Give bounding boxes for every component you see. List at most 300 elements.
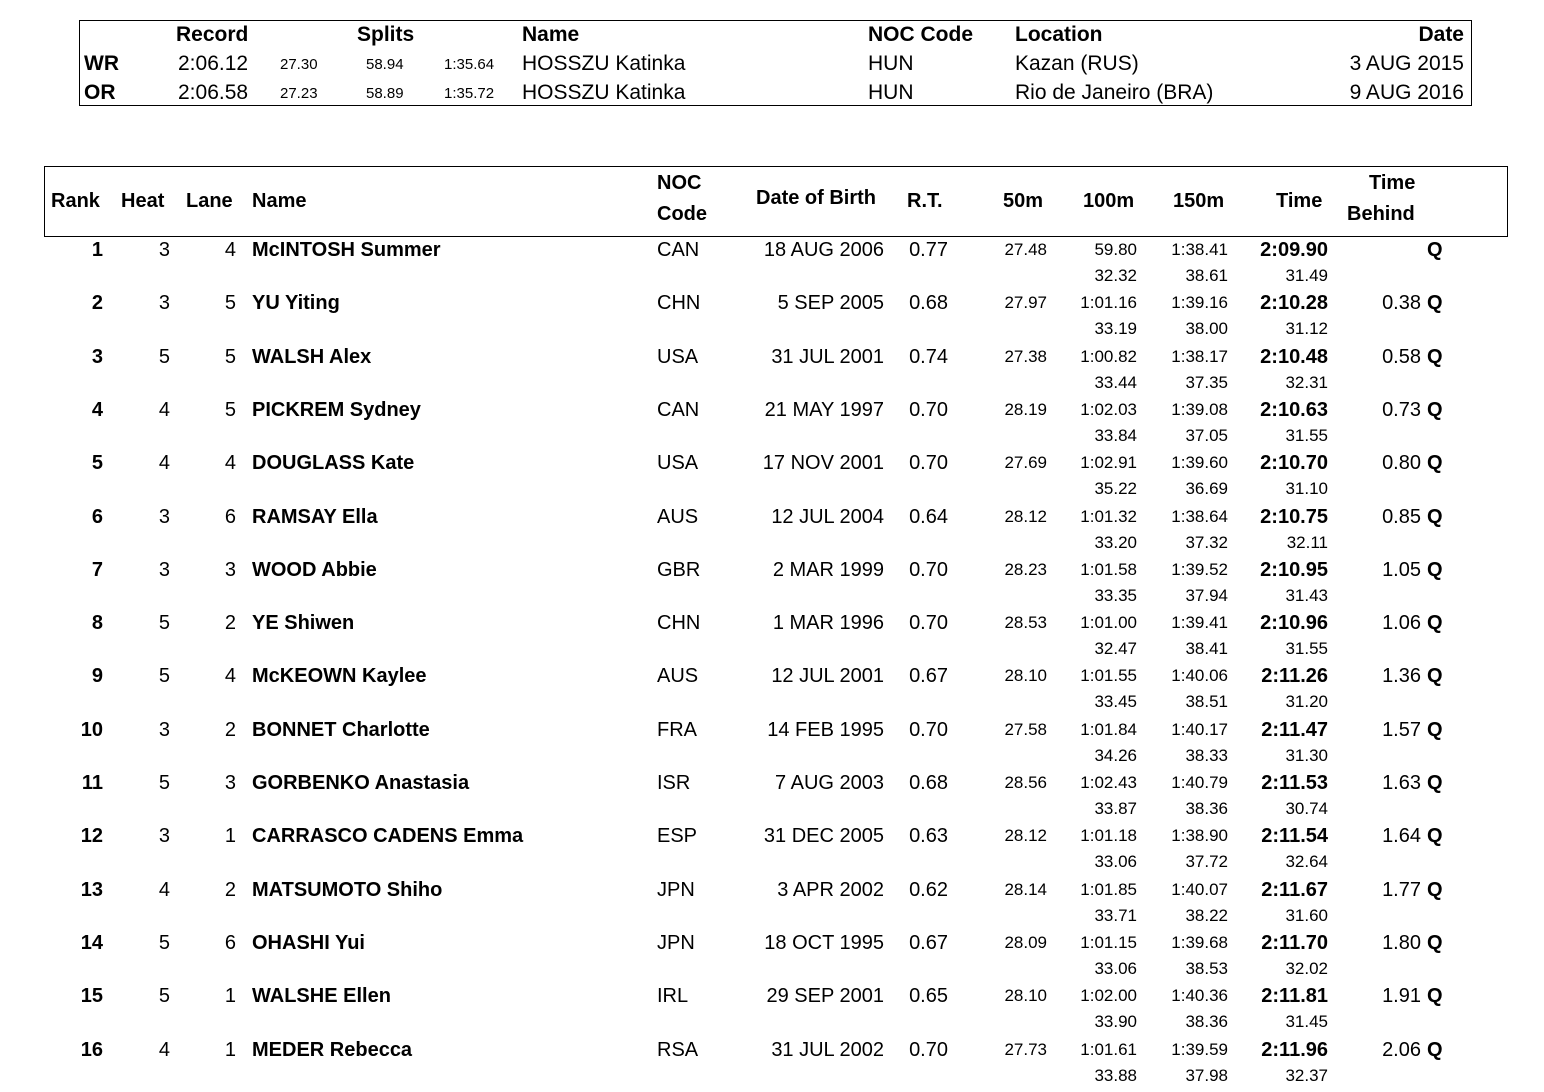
noc-code: CAN — [657, 239, 700, 261]
date-of-birth: 12 JUL 2001 — [771, 665, 884, 688]
final-time: 2:10.48 — [1260, 345, 1328, 368]
date-of-birth: 21 MAY 1997 — [764, 398, 884, 421]
rank: 14 — [80, 931, 103, 954]
reaction-time: 0.70 — [909, 1038, 948, 1061]
qualified-badge: Q — [1427, 452, 1443, 475]
header-lane: Lane — [186, 190, 233, 212]
lap-100m: 33.87 — [1094, 799, 1137, 818]
split-50m: 27.38 — [1004, 346, 1047, 366]
record-name: HOSSZU Katinka — [522, 52, 686, 75]
reaction-time: 0.70 — [909, 398, 948, 421]
record-time: 2:06.58 — [178, 81, 249, 104]
split-50m: 28.10 — [1004, 986, 1047, 1006]
header-behind: Behind — [1347, 203, 1415, 225]
result-row — [0, 772, 1544, 825]
result-row — [0, 346, 1544, 399]
noc-code: USA — [657, 345, 699, 368]
header-noc: NOC — [657, 172, 702, 194]
heat: 5 — [158, 665, 170, 688]
lap-100m: 33.19 — [1094, 319, 1137, 339]
header-code: Code — [657, 203, 707, 225]
final-time: 2:11.26 — [1261, 665, 1328, 688]
lap-200m: 31.43 — [1285, 585, 1328, 605]
record-name: HOSSZU Katinka — [522, 81, 686, 104]
split-150m: 1:40.79 — [1171, 773, 1228, 792]
lane: 2 — [224, 612, 236, 635]
record-split: 27.23 — [280, 85, 318, 102]
lap-200m: 30.74 — [1285, 799, 1328, 818]
record-time: 2:06.12 — [178, 52, 249, 75]
split-150m: 1:40.06 — [1171, 666, 1228, 686]
result-row — [0, 1039, 1544, 1092]
split-50m: 28.09 — [1004, 932, 1047, 952]
lane: 1 — [224, 825, 236, 848]
time-behind: 0.58 — [1382, 345, 1421, 368]
header-100m: 100m — [1083, 190, 1135, 212]
split-100m: 1:01.84 — [1080, 719, 1137, 739]
athlete-name: WOOD Abbie — [252, 558, 377, 581]
noc-code: FRA — [657, 718, 697, 741]
split-100m: 1:01.61 — [1080, 1039, 1137, 1059]
result-row — [0, 292, 1544, 345]
split-150m: 1:40.07 — [1171, 879, 1228, 899]
result-row — [0, 665, 1544, 718]
final-time: 2:11.54 — [1261, 825, 1328, 848]
time-behind: 1.36 — [1382, 665, 1421, 688]
split-50m: 28.53 — [1004, 613, 1047, 633]
athlete-name: MEDER Rebecca — [252, 1038, 413, 1061]
records-header-name: Name — [522, 23, 580, 46]
split-50m: 28.14 — [1004, 879, 1047, 899]
lap-200m: 31.55 — [1285, 639, 1328, 659]
final-time: 2:09.90 — [1260, 239, 1328, 261]
split-50m: 27.48 — [1004, 240, 1047, 259]
date-of-birth: 17 NOV 2001 — [762, 452, 884, 475]
reaction-time: 0.65 — [909, 985, 948, 1008]
split-150m: 1:38.90 — [1171, 826, 1228, 846]
split-50m: 28.12 — [1004, 826, 1047, 846]
date-of-birth: 31 DEC 2005 — [763, 825, 884, 848]
lane: 5 — [224, 398, 236, 421]
split-50m: 28.19 — [1004, 399, 1047, 419]
noc-code: CHN — [657, 612, 701, 635]
result-row — [0, 825, 1544, 878]
heat: 5 — [158, 931, 170, 954]
split-100m: 1:01.00 — [1080, 613, 1137, 633]
heat: 5 — [158, 612, 170, 635]
final-time: 2:11.81 — [1261, 985, 1328, 1008]
rank: 4 — [91, 398, 103, 421]
heat: 5 — [158, 772, 170, 794]
final-time: 2:10.96 — [1260, 612, 1328, 635]
noc-code: JPN — [657, 931, 695, 954]
qualified-badge: Q — [1427, 718, 1443, 741]
date-of-birth: 12 JUL 2004 — [771, 505, 884, 528]
result-row — [0, 719, 1544, 772]
noc-code: AUS — [657, 665, 699, 688]
result-row — [0, 399, 1544, 452]
noc-code: GBR — [657, 558, 701, 581]
date-of-birth: 18 OCT 1995 — [764, 931, 884, 954]
heat: 4 — [158, 878, 170, 901]
header-50m: 50m — [1003, 190, 1044, 212]
lap-200m: 31.45 — [1285, 1012, 1328, 1032]
lane: 4 — [224, 665, 236, 688]
reaction-time: 0.74 — [909, 345, 948, 368]
records-header-record: Record — [176, 23, 249, 46]
lap-200m: 31.55 — [1285, 425, 1328, 445]
lap-150m: 37.94 — [1185, 585, 1228, 605]
qualified-badge: Q — [1427, 239, 1443, 261]
record-code: OR — [84, 81, 116, 104]
lap-150m: 37.72 — [1185, 852, 1228, 872]
lap-100m: 33.20 — [1094, 532, 1137, 552]
lap-200m: 32.02 — [1285, 958, 1328, 978]
lap-100m: 33.90 — [1094, 1012, 1137, 1032]
final-time: 2:11.47 — [1261, 718, 1328, 741]
heat: 3 — [158, 558, 170, 581]
athlete-name: YE Shiwen — [252, 612, 355, 635]
athlete-name: WALSHE Ellen — [252, 985, 391, 1008]
qualified-badge: Q — [1427, 345, 1443, 368]
lap-200m: 31.12 — [1285, 319, 1328, 339]
record-split: 58.94 — [366, 56, 404, 73]
heat: 5 — [158, 345, 170, 368]
result-row — [0, 239, 1544, 292]
lap-200m: 32.64 — [1285, 852, 1328, 872]
final-time: 2:10.63 — [1260, 398, 1328, 421]
heat: 4 — [158, 452, 170, 475]
record-noc: HUN — [868, 52, 914, 75]
lap-100m: 33.84 — [1094, 425, 1137, 445]
time-behind: 1.77 — [1382, 878, 1421, 901]
split-100m: 1:02.43 — [1080, 773, 1137, 792]
split-100m: 59.80 — [1094, 240, 1137, 259]
reaction-time: 0.70 — [909, 718, 948, 741]
heat: 5 — [158, 985, 170, 1008]
lap-100m: 33.06 — [1094, 852, 1137, 872]
split-100m: 1:01.15 — [1080, 932, 1137, 952]
time-behind: 1.91 — [1382, 985, 1421, 1008]
final-time: 2:10.95 — [1260, 558, 1328, 581]
time-behind: 0.38 — [1382, 292, 1421, 315]
reaction-time: 0.63 — [909, 825, 948, 848]
final-time: 2:10.75 — [1260, 505, 1328, 528]
split-100m: 1:02.91 — [1080, 453, 1137, 473]
heat: 4 — [158, 398, 170, 421]
split-100m: 1:02.00 — [1080, 986, 1137, 1006]
athlete-name: BONNET Charlotte — [252, 718, 430, 741]
split-150m: 1:39.59 — [1171, 1039, 1228, 1059]
time-behind: 1.05 — [1382, 558, 1421, 581]
time-behind: 1.80 — [1382, 931, 1421, 954]
qualified-badge: Q — [1427, 931, 1443, 954]
lap-150m: 37.05 — [1185, 425, 1228, 445]
records-table — [79, 20, 1472, 106]
heat: 4 — [158, 1038, 170, 1061]
athlete-name: McINTOSH Summer — [252, 239, 441, 261]
date-of-birth: 31 JUL 2002 — [771, 1038, 884, 1061]
noc-code: AUS — [657, 505, 699, 528]
lane: 3 — [224, 558, 236, 581]
lap-100m: 33.45 — [1094, 692, 1137, 712]
qualified-badge: Q — [1427, 1038, 1443, 1061]
split-150m: 1:40.36 — [1171, 986, 1228, 1006]
record-row — [80, 81, 1471, 110]
final-time: 2:10.70 — [1260, 452, 1328, 475]
rank: 2 — [91, 292, 103, 315]
athlete-name: OHASHI Yui — [252, 931, 365, 954]
noc-code: IRL — [657, 985, 689, 1008]
result-row — [0, 452, 1544, 505]
reaction-time: 0.70 — [909, 558, 948, 581]
rank: 11 — [81, 772, 103, 794]
athlete-name: WALSH Alex — [252, 345, 372, 368]
lane: 6 — [224, 505, 236, 528]
final-time: 2:11.53 — [1261, 772, 1328, 794]
result-row — [0, 879, 1544, 932]
rank: 9 — [91, 665, 103, 688]
records-header-date: Date — [1418, 23, 1464, 46]
qualified-badge: Q — [1427, 292, 1443, 315]
lap-150m: 37.35 — [1185, 372, 1228, 392]
athlete-name: CARRASCO CADENS Emma — [252, 825, 524, 848]
reaction-time: 0.77 — [909, 239, 948, 261]
noc-code: ISR — [657, 772, 691, 794]
lap-200m: 31.30 — [1285, 745, 1328, 765]
reaction-time: 0.68 — [909, 292, 948, 315]
lap-150m: 38.61 — [1185, 266, 1228, 285]
date-of-birth: 7 AUG 2003 — [775, 772, 884, 794]
rank: 8 — [91, 612, 103, 635]
qualified-badge: Q — [1427, 665, 1443, 688]
split-150m: 1:39.08 — [1171, 399, 1228, 419]
qualified-badge: Q — [1427, 398, 1443, 421]
lap-100m: 32.32 — [1094, 266, 1137, 285]
reaction-time: 0.62 — [909, 878, 948, 901]
lap-100m: 32.47 — [1094, 639, 1137, 659]
reaction-time: 0.64 — [909, 505, 948, 528]
noc-code: USA — [657, 452, 699, 475]
rank: 1 — [91, 239, 103, 261]
noc-code: CHN — [657, 292, 701, 315]
split-100m: 1:01.85 — [1080, 879, 1137, 899]
header-rank: Rank — [51, 190, 100, 212]
rank: 15 — [80, 985, 103, 1008]
lap-150m: 38.36 — [1185, 799, 1228, 818]
date-of-birth: 5 SEP 2005 — [777, 292, 884, 315]
records-header — [80, 23, 1471, 52]
lap-100m: 34.26 — [1094, 745, 1137, 765]
records-header-noc: NOC Code — [868, 23, 973, 46]
lap-150m: 37.32 — [1185, 532, 1228, 552]
qualified-badge: Q — [1427, 772, 1443, 794]
header-date-of-birth: Date of Birth — [756, 187, 876, 209]
lane: 2 — [224, 878, 236, 901]
heat: 3 — [158, 292, 170, 315]
split-50m: 28.23 — [1004, 559, 1047, 579]
split-100m: 1:01.55 — [1080, 666, 1137, 686]
lap-150m: 38.53 — [1185, 958, 1228, 978]
lap-150m: 36.69 — [1185, 479, 1228, 499]
result-row — [0, 559, 1544, 612]
split-100m: 1:01.58 — [1080, 559, 1137, 579]
records-header-splits: Splits — [357, 23, 415, 46]
rank: 13 — [80, 878, 103, 901]
heat: 3 — [158, 825, 170, 848]
lane: 4 — [224, 239, 236, 261]
time-behind: 0.73 — [1382, 398, 1421, 421]
split-100m: 1:02.03 — [1080, 399, 1137, 419]
split-150m: 1:39.16 — [1171, 293, 1228, 313]
athlete-name: RAMSAY Ella — [252, 505, 378, 528]
record-split: 1:35.72 — [444, 85, 495, 102]
qualified-badge: Q — [1427, 985, 1443, 1008]
date-of-birth: 29 SEP 2001 — [766, 985, 884, 1008]
heat: 3 — [158, 505, 170, 528]
split-150m: 1:40.17 — [1171, 719, 1228, 739]
results-header — [44, 166, 1508, 237]
split-150m: 1:39.60 — [1171, 453, 1228, 473]
record-split: 58.89 — [366, 85, 404, 102]
rank: 7 — [91, 558, 103, 581]
qualified-badge: Q — [1427, 878, 1443, 901]
lap-150m: 38.33 — [1185, 745, 1228, 765]
lane: 3 — [224, 772, 236, 794]
record-location: Kazan (RUS) — [1015, 52, 1139, 75]
lap-150m: 38.36 — [1185, 1012, 1228, 1032]
rank: 3 — [91, 345, 103, 368]
split-150m: 1:38.17 — [1171, 346, 1228, 366]
rank: 6 — [91, 505, 103, 528]
split-50m: 27.97 — [1004, 293, 1047, 313]
lap-200m: 31.49 — [1285, 266, 1328, 285]
qualified-badge: Q — [1427, 825, 1443, 848]
reaction-time: 0.70 — [909, 452, 948, 475]
reaction-time: 0.70 — [909, 612, 948, 635]
rank: 5 — [91, 452, 103, 475]
record-code: WR — [84, 52, 119, 75]
athlete-name: YU Yiting — [252, 292, 340, 315]
lane: 1 — [224, 1038, 236, 1061]
lane: 6 — [224, 931, 236, 954]
noc-code: RSA — [657, 1038, 699, 1061]
reaction-time: 0.68 — [909, 772, 948, 794]
athlete-name: DOUGLASS Kate — [252, 452, 415, 475]
records-header-location: Location — [1015, 23, 1103, 46]
lap-100m: 33.44 — [1094, 372, 1137, 392]
qualified-badge: Q — [1427, 505, 1443, 528]
lap-200m: 31.10 — [1285, 479, 1328, 499]
lap-100m: 35.22 — [1094, 479, 1137, 499]
lap-200m: 31.60 — [1285, 905, 1328, 925]
split-50m: 27.69 — [1004, 453, 1047, 473]
heat: 3 — [158, 718, 170, 741]
split-150m: 1:38.41 — [1171, 240, 1228, 259]
lap-100m: 33.88 — [1094, 1065, 1137, 1085]
lane: 5 — [224, 292, 236, 315]
date-of-birth: 14 FEB 1995 — [767, 718, 884, 741]
noc-code: CAN — [657, 398, 700, 421]
lap-150m: 38.22 — [1185, 905, 1228, 925]
reaction-time: 0.67 — [909, 931, 948, 954]
record-split: 27.30 — [280, 56, 318, 73]
lane: 2 — [224, 718, 236, 741]
rank: 12 — [80, 825, 103, 848]
result-row — [0, 506, 1544, 559]
record-location: Rio de Janeiro (BRA) — [1015, 81, 1214, 104]
time-behind: 1.63 — [1382, 772, 1421, 794]
split-50m: 28.12 — [1004, 506, 1047, 526]
rank: 16 — [80, 1038, 103, 1061]
lane: 4 — [224, 452, 236, 475]
lap-100m: 33.71 — [1094, 905, 1137, 925]
split-50m: 27.58 — [1004, 719, 1047, 739]
date-of-birth: 18 AUG 2006 — [763, 239, 884, 261]
lap-150m: 38.00 — [1185, 319, 1228, 339]
lane: 5 — [224, 345, 236, 368]
split-150m: 1:39.68 — [1171, 932, 1228, 952]
final-time: 2:11.70 — [1261, 931, 1328, 954]
time-behind: 1.57 — [1382, 718, 1421, 741]
lap-200m: 32.31 — [1285, 372, 1328, 392]
athlete-name: PICKREM Sydney — [252, 398, 421, 421]
athlete-name: GORBENKO Anastasia — [252, 772, 470, 794]
header-150m: 150m — [1173, 190, 1225, 212]
reaction-time: 0.67 — [909, 665, 948, 688]
time-behind: 2.06 — [1382, 1038, 1421, 1061]
noc-code: JPN — [657, 878, 695, 901]
lap-200m: 32.11 — [1286, 532, 1328, 552]
heat: 3 — [158, 239, 170, 261]
final-time: 2:10.28 — [1260, 292, 1328, 315]
header-time-behind: Time — [1369, 172, 1416, 194]
split-50m: 28.10 — [1004, 666, 1047, 686]
split-50m: 27.73 — [1004, 1039, 1047, 1059]
split-100m: 1:01.16 — [1080, 293, 1137, 313]
time-behind: 1.06 — [1382, 612, 1421, 635]
record-date: 9 AUG 2016 — [1349, 81, 1464, 104]
lap-150m: 38.41 — [1185, 639, 1228, 659]
final-time: 2:11.96 — [1261, 1038, 1328, 1061]
split-100m: 1:01.32 — [1080, 506, 1137, 526]
split-150m: 1:39.52 — [1171, 559, 1228, 579]
lap-200m: 31.20 — [1285, 692, 1328, 712]
record-split: 1:35.64 — [444, 56, 495, 73]
qualified-badge: Q — [1427, 612, 1443, 635]
split-50m: 28.56 — [1004, 773, 1047, 792]
header-time: Time — [1276, 190, 1323, 212]
lap-150m: 37.98 — [1185, 1065, 1228, 1085]
lap-200m: 32.37 — [1285, 1065, 1328, 1085]
date-of-birth: 1 MAR 1996 — [772, 612, 884, 635]
record-date: 3 AUG 2015 — [1349, 52, 1464, 75]
header-heat: Heat — [121, 190, 165, 212]
result-row — [0, 985, 1544, 1038]
record-row — [80, 52, 1471, 81]
rank: 10 — [80, 718, 103, 741]
lap-100m: 33.35 — [1094, 585, 1137, 605]
date-of-birth: 3 APR 2002 — [777, 878, 884, 901]
athlete-name: MATSUMOTO Shiho — [252, 878, 443, 901]
time-behind: 1.64 — [1382, 825, 1421, 848]
header-name: Name — [252, 190, 307, 212]
split-100m: 1:00.82 — [1080, 346, 1137, 366]
time-behind: 0.80 — [1382, 452, 1421, 475]
date-of-birth: 31 JUL 2001 — [771, 345, 884, 368]
lane: 1 — [224, 985, 236, 1008]
record-noc: HUN — [868, 81, 914, 104]
